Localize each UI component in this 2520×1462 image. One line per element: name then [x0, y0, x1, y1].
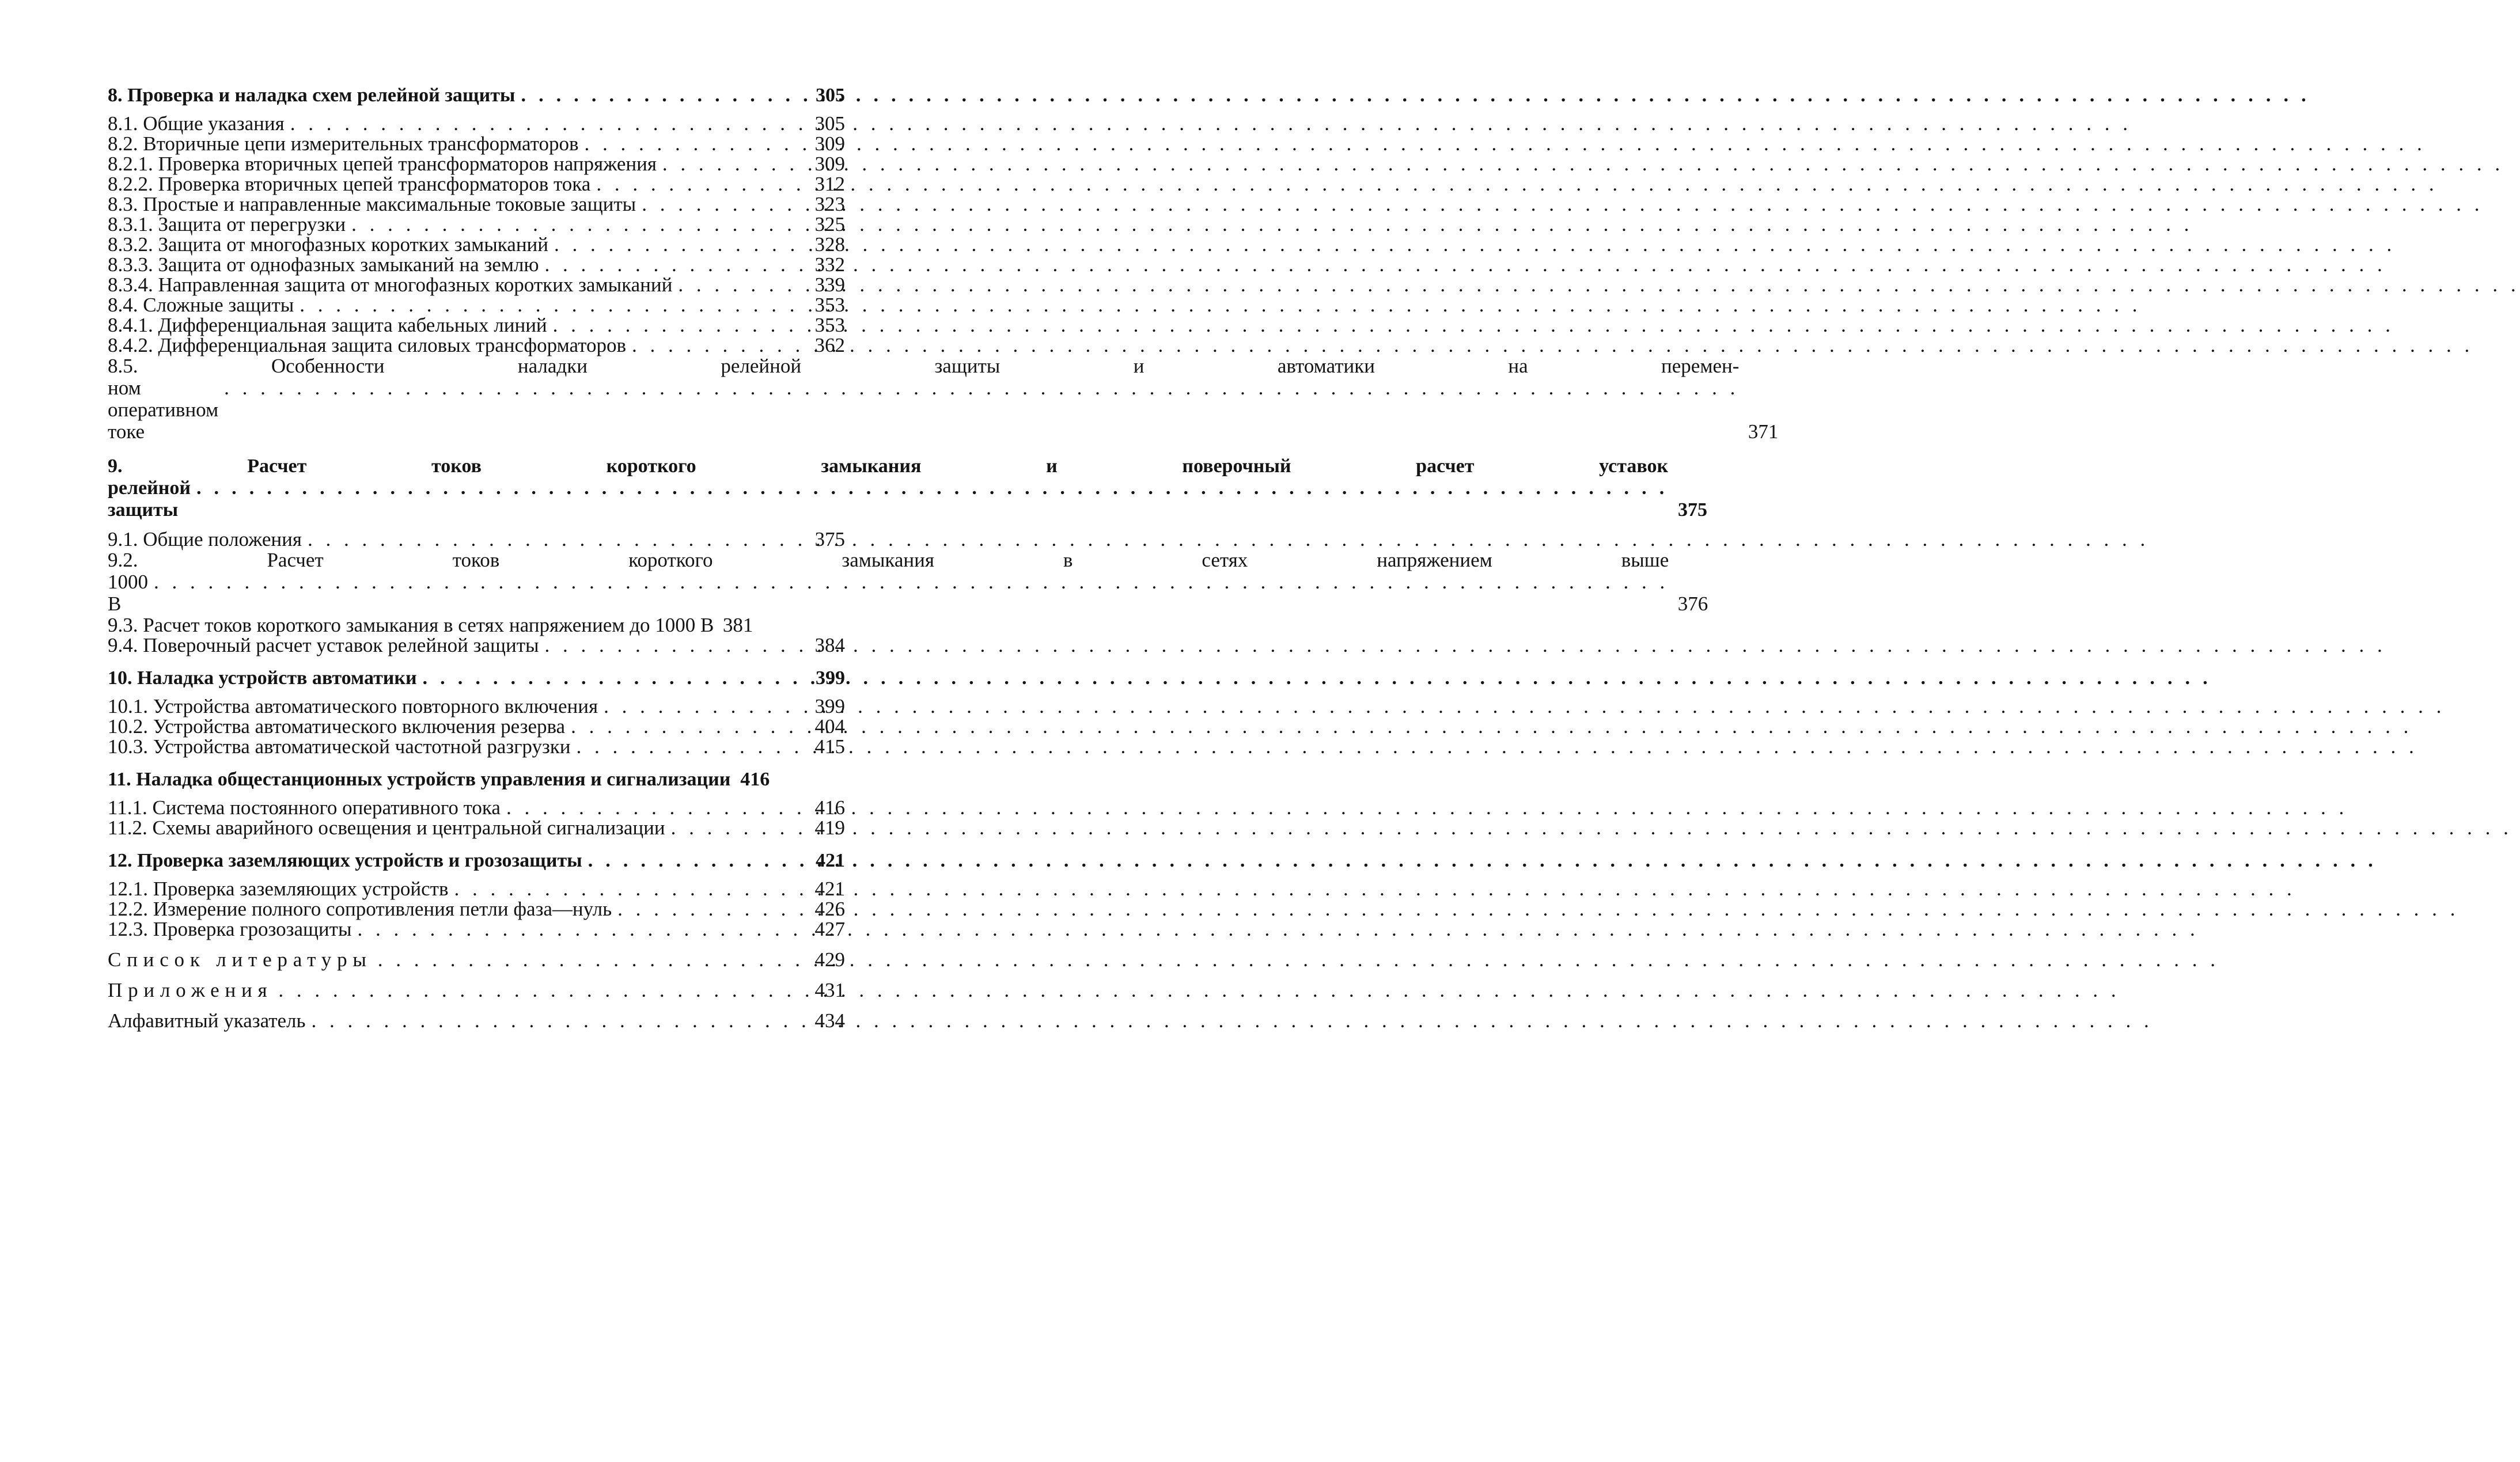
toc-entry-page: 384	[814, 634, 845, 656]
toc-entry-title: 9.1. Общие положения	[108, 528, 302, 550]
toc-entry-page: 323	[814, 193, 845, 215]
toc-entry-title-line2: релейной защиты	[108, 477, 191, 521]
toc-appendix[interactable]	[108, 980, 845, 1000]
toc-chapter-10[interactable]	[108, 668, 845, 688]
toc-entry-title: 8.3.2. Защита от многофазных коротких замыканий	[108, 233, 549, 256]
dot-leader	[565, 716, 806, 736]
toc-entry-title: 12.3. Проверка грозозащиты	[108, 918, 352, 940]
toc-entry-page: 381	[722, 614, 753, 636]
toc-entry-title: 8.3.4. Направленная защита от многофазных коротких замыканий	[108, 274, 673, 296]
toc-entry-title: 10.2. Устройства автоматического включения резерва	[108, 715, 566, 738]
toc-entry-page: 399	[814, 695, 845, 717]
toc-entry-title: 12. Проверка заземляющих устройств и грозозащиты	[108, 850, 582, 871]
toc-entry-page: 353	[814, 294, 845, 316]
dot-leader	[148, 571, 1669, 593]
toc-entry-title: Список литературы	[108, 948, 372, 971]
toc-item-9-2[interactable]	[108, 549, 1708, 615]
toc-entry-page: 416	[814, 796, 845, 819]
toc-entry-page: 399	[816, 667, 845, 689]
toc-entry-title: 8.3.3. Защита от однофазных замыканий на землю	[108, 253, 539, 276]
toc-entry-title: 8.3.1. Защита от перегрузки	[108, 213, 346, 236]
toc-item[interactable]	[108, 635, 845, 655]
toc-item[interactable]	[108, 174, 845, 194]
dot-leader	[272, 980, 806, 1000]
dot-leader	[636, 194, 806, 214]
toc-entry-page: 421	[814, 878, 845, 900]
toc-entry-page: 309	[814, 153, 845, 175]
toc-entry-title: 10.3. Устройства автоматической частотной разгрузки	[108, 735, 571, 758]
toc-item[interactable]	[108, 879, 845, 899]
toc-entry-page: 416	[740, 769, 770, 790]
toc-entry-page: 419	[814, 817, 845, 839]
toc-entry-page: 353	[814, 314, 845, 336]
toc-entry-title: 8.3. Простые и направленные максимальные токовые защиты	[108, 193, 636, 215]
toc-entry-title: 8. Проверка и наладка схем релейной защиты	[108, 85, 516, 106]
dot-leader	[285, 113, 806, 134]
toc-entry-page: 375	[814, 528, 845, 550]
toc-entry-title: 8.4.2. Дифференциальная защита силовых трансформаторов	[108, 334, 626, 356]
toc-entry-title: 11.2. Схемы аварийного освещения и центральной сигнализации	[108, 817, 665, 839]
toc-item[interactable]	[108, 194, 845, 214]
dot-leader	[351, 919, 806, 939]
toc-entry-title-line2: ном оперативном токе	[108, 377, 219, 443]
dot-leader	[548, 234, 806, 255]
toc-entry-page: 404	[814, 715, 845, 738]
toc-entry-page: 429	[814, 948, 845, 971]
toc-entry-title: 8.2. Вторичные цепи измерительных трансформаторов	[108, 132, 579, 155]
toc-entry-title: 9.4. Поверочный расчет уставок релейной защиты	[108, 634, 539, 656]
toc-entry-page: 312	[814, 173, 845, 195]
toc-entry-page: 309	[814, 132, 845, 155]
dot-leader	[501, 798, 806, 818]
toc-item[interactable]	[108, 736, 845, 757]
dot-leader	[294, 295, 806, 315]
dot-leader	[346, 214, 806, 234]
toc-entry-title: 10.1. Устройства автоматического повторного включения	[108, 695, 598, 717]
toc-entry-page: 421	[816, 850, 845, 871]
toc-index[interactable]	[108, 1011, 845, 1031]
dot-leader	[582, 850, 806, 871]
toc-entry-page: 431	[814, 979, 845, 1001]
toc-item[interactable]	[108, 255, 845, 275]
toc-item[interactable]	[108, 529, 845, 549]
toc-entry-page: 325	[814, 213, 845, 236]
toc-entry-page: 362	[814, 334, 845, 356]
dot-leader	[539, 635, 806, 655]
toc-entry-page: 305	[816, 85, 845, 106]
toc-entry-title: 8.2.2. Проверка вторичных цепей трансформаторов тока	[108, 173, 591, 195]
dot-leader	[539, 255, 806, 275]
dot-leader	[672, 275, 806, 295]
toc-entry-page: 305	[814, 112, 845, 135]
dot-leader	[302, 529, 806, 549]
toc-item[interactable]	[108, 716, 845, 736]
dot-leader	[218, 377, 1739, 399]
dot-leader	[547, 315, 806, 335]
toc-entry-title: Приложения	[108, 979, 273, 1001]
toc-entry-page: 427	[814, 918, 845, 940]
toc-item[interactable]	[108, 214, 845, 234]
toc-entry-title: 11.1. Система постоянного оперативного тока	[108, 796, 501, 819]
toc-entry-title: 8.1. Общие указания	[108, 112, 285, 135]
toc-item[interactable]	[108, 919, 845, 939]
toc-entry-page: 371	[1748, 420, 1779, 443]
dot-leader	[449, 879, 806, 899]
table-of-contents	[108, 85, 1779, 1032]
toc-item[interactable]	[108, 818, 845, 838]
dot-leader	[305, 1011, 806, 1031]
toc-literature[interactable]	[108, 950, 845, 970]
toc-chapter-8[interactable]	[108, 85, 845, 105]
toc-entry-title-line1: 8.5. Особенности наладки релейной защиты и автоматики на перемен-	[108, 355, 1740, 377]
dot-leader	[626, 335, 806, 355]
toc-item[interactable]	[108, 315, 845, 335]
dot-leader	[571, 736, 806, 757]
toc-entry-title: 12.2. Измерение полного сопротивления петли фаза—нуль	[108, 898, 612, 920]
toc-entry-page: 328	[814, 233, 845, 256]
toc-entry-title-line1: 9.2. Расчет токов короткого замыкания в сетях напряжением выше	[108, 549, 1669, 571]
toc-entry-page: 434	[814, 1009, 845, 1032]
dot-leader	[372, 950, 806, 970]
toc-entry-title: 8.4.1. Дифференциальная защита кабельных линий	[108, 314, 547, 336]
toc-item[interactable]	[108, 275, 845, 295]
toc-item[interactable]	[108, 134, 845, 154]
dot-leader	[417, 668, 806, 688]
dot-leader	[665, 818, 806, 838]
toc-entry-page: 339	[814, 274, 845, 296]
dot-leader	[657, 154, 806, 174]
toc-item[interactable]	[108, 234, 845, 255]
dot-leader	[598, 696, 806, 716]
toc-item[interactable]	[108, 295, 845, 315]
toc-entry-title: 9.3. Расчет токов короткого замыкания в сетях напряжением до 1000 В	[108, 614, 714, 636]
dot-leader	[612, 899, 806, 919]
toc-item[interactable]	[108, 113, 845, 134]
toc-item-8-5[interactable]	[108, 355, 1779, 443]
toc-entry-title: 8.2.1. Проверка вторичных цепей трансформаторов напряжения	[108, 153, 657, 175]
toc-chapter-11[interactable]	[108, 769, 845, 789]
toc-entry-title: Алфавитный указатель	[108, 1009, 306, 1032]
toc-chapter-12[interactable]	[108, 850, 845, 871]
dot-leader	[590, 174, 806, 194]
toc-item[interactable]	[108, 696, 845, 716]
dot-leader	[579, 134, 806, 154]
toc-entry-title: 10. Наладка устройств автоматики	[108, 667, 417, 689]
toc-chapter-9[interactable]	[108, 455, 1708, 521]
toc-entry-page: 375	[1678, 499, 1708, 521]
toc-entry-page: 332	[814, 253, 845, 276]
toc-item[interactable]	[108, 335, 845, 355]
toc-entry-title: 12.1. Проверка заземляющих устройств	[108, 878, 449, 900]
toc-item[interactable]	[108, 154, 845, 174]
dot-leader	[515, 85, 806, 105]
toc-entry-title: 8.4. Сложные защиты	[108, 294, 294, 316]
toc-entry-title-line1: 9. Расчет токов короткого замыкания и поверочный расчет уставок	[108, 455, 1669, 477]
dot-leader	[191, 477, 1668, 499]
toc-item[interactable]	[108, 798, 845, 818]
toc-entry-page: 376	[1677, 593, 1708, 615]
toc-item[interactable]	[108, 615, 845, 635]
toc-entry-page: 426	[814, 898, 845, 920]
toc-item[interactable]	[108, 899, 845, 919]
toc-entry-title: 11. Наладка общестанционных устройств управления и сигнализации	[108, 769, 731, 790]
toc-entry-page: 415	[814, 735, 845, 758]
toc-entry-title-line2: 1000 В	[108, 571, 148, 615]
